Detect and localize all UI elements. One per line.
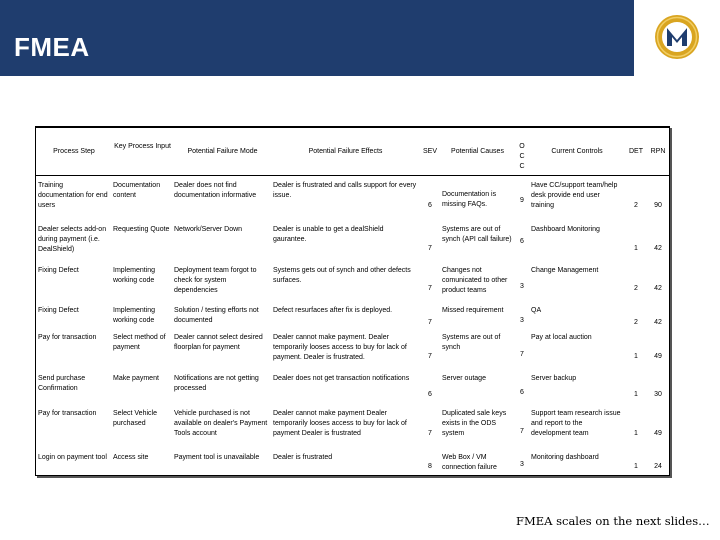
cell-mode: Payment tool is unavailable: [174, 454, 260, 461]
cell-step: Fixing Defect: [38, 307, 79, 314]
cell-occ: 9: [520, 197, 524, 204]
cell-sev: 8: [428, 463, 432, 470]
cell-rpn: 42: [654, 245, 662, 252]
cell-sev: 7: [428, 245, 432, 252]
cell-rpn: 42: [654, 319, 662, 326]
cell-effects: Dealer is frustrated and calls support for every issue.: [273, 182, 417, 199]
cell-effects: Dealer does not get transaction notifications: [273, 375, 410, 382]
cell-rpn: 42: [654, 285, 662, 292]
cell-det: 1: [634, 391, 638, 398]
cell-causes: Documentation is missing FAQs.: [442, 191, 497, 208]
cell-input: Documentation content: [113, 182, 161, 199]
cell-sev: 7: [428, 285, 432, 292]
cell-step: Send purchase Confirmation: [38, 375, 86, 392]
header-controls: Current Controls: [551, 148, 603, 155]
cell-sev: 7: [428, 319, 432, 326]
cell-rpn: 49: [654, 353, 662, 360]
cell-mode: Dealer does not find documentation informative: [174, 182, 257, 199]
cell-mode: Notifications are not getting processed: [174, 375, 259, 392]
cell-input: Implementing working code: [113, 267, 156, 284]
cell-rpn: 49: [654, 430, 662, 437]
manheim-m-logo-icon: [654, 14, 700, 60]
cell-input: Make payment: [113, 375, 159, 382]
header-failure-effects: Potential Failure Effects: [308, 148, 383, 155]
cell-causes: Missed requirement: [442, 307, 504, 314]
cell-input: Select Vehicle purchased: [113, 410, 157, 427]
cell-causes: Web Box / VM connection failure: [442, 454, 497, 471]
cell-controls: Support team research issue and report to the development team: [531, 410, 621, 437]
footer-note: FMEA scales on the next slides…: [516, 514, 710, 528]
cell-rpn: 24: [654, 463, 662, 470]
slide-title: FMEA: [14, 32, 90, 62]
header-causes: Potential Causes: [451, 148, 504, 155]
cell-det: 2: [634, 285, 638, 292]
cell-controls: Server backup: [531, 375, 577, 382]
header-occ: OCC: [519, 143, 525, 168]
cell-causes: Systems are out of synch (API call failure): [442, 226, 512, 243]
header-key-process-input: Key Process Input: [114, 143, 171, 150]
cell-det: 1: [634, 353, 638, 360]
cell-controls: Monitoring dashboard: [531, 454, 599, 461]
cell-input: Implementing working code: [113, 307, 156, 324]
cell-causes: Duplicated sale keys exists in the ODS system: [442, 410, 507, 437]
cell-controls: QA: [531, 307, 542, 314]
cell-controls: Have CC/support team/help desk provide end user training: [531, 182, 618, 209]
cell-step: Fixing Defect: [38, 267, 79, 274]
header-det: DET: [629, 148, 643, 155]
header-failure-mode: Potential Failure Mode: [187, 148, 258, 155]
cell-step: Login on payment tool: [38, 454, 107, 461]
cell-effects: Defect resurfaces after fix is deployed.: [273, 307, 393, 314]
cell-sev: 7: [428, 430, 432, 437]
cell-mode: Network/Server Down: [174, 226, 243, 233]
cell-sev: 7: [428, 353, 432, 360]
cell-controls: Change Management: [531, 267, 599, 274]
cell-effects: Dealer cannot make payment Dealer temporarily looses access to buy for lack of payment Dealer is frustrated: [273, 410, 407, 437]
cell-mode: Dealer cannot select desired floorplan for payment: [174, 334, 263, 351]
cell-occ: 3: [520, 317, 524, 324]
cell-step: Dealer selects add-on during payment (i.e. DealShield): [38, 226, 107, 253]
fmea-table: [35, 126, 670, 476]
cell-input: Requesting Quote: [113, 226, 170, 233]
cell-det: 2: [634, 319, 638, 326]
cell-occ: 3: [520, 461, 524, 468]
cell-rpn: 30: [654, 391, 662, 398]
cell-sev: 6: [428, 202, 432, 209]
cell-det: 1: [634, 245, 638, 252]
cell-causes: Systems are out of synch: [442, 334, 501, 351]
cell-occ: 6: [520, 238, 524, 245]
cell-mode: Vehicle purchased is not available on dealer's Payment Tools account: [174, 410, 268, 437]
cell-input: Select method of payment: [113, 334, 166, 351]
cell-effects: Dealer is frustrated: [273, 454, 333, 461]
cell-det: 1: [634, 430, 638, 437]
cell-input: Access site: [113, 454, 149, 461]
cell-step: Pay for transaction: [38, 334, 97, 341]
cell-occ: 7: [520, 351, 524, 358]
cell-causes: Changes not comunicated to other product teams: [442, 267, 508, 294]
title-bar: [0, 0, 634, 76]
cell-effects: Systems gets out of synch and other defects surfaces.: [273, 267, 411, 284]
cell-occ: 6: [520, 389, 524, 396]
cell-sev: 6: [428, 391, 432, 398]
cell-occ: 7: [520, 428, 524, 435]
cell-rpn: 90: [654, 202, 662, 209]
cell-step: Pay for transaction: [38, 410, 97, 417]
cell-causes: Server outage: [442, 375, 486, 382]
cell-effects: Dealer is unable to get a dealShield gaurantee.: [273, 226, 384, 243]
cell-det: 2: [634, 202, 638, 209]
header-process-step: Process Step: [53, 148, 95, 155]
header-divider: [36, 175, 669, 176]
cell-effects: Dealer cannot make payment. Dealer temporarily looses access to buy for lack of payment. Dealer is frustrated.: [273, 334, 407, 361]
cell-det: 1: [634, 463, 638, 470]
cell-mode: Solution / testing efforts not documented: [174, 307, 259, 324]
header-rpn: RPN: [650, 148, 666, 155]
header-sev: SEV: [422, 148, 437, 155]
cell-step: Training documentation for end users: [38, 182, 108, 209]
cell-occ: 3: [520, 283, 524, 290]
cell-mode: Deployment team forgot to check for system dependencies: [174, 267, 257, 294]
cell-controls: Dashboard Monitoring: [531, 226, 600, 233]
cell-controls: Pay at local auction: [531, 334, 592, 341]
